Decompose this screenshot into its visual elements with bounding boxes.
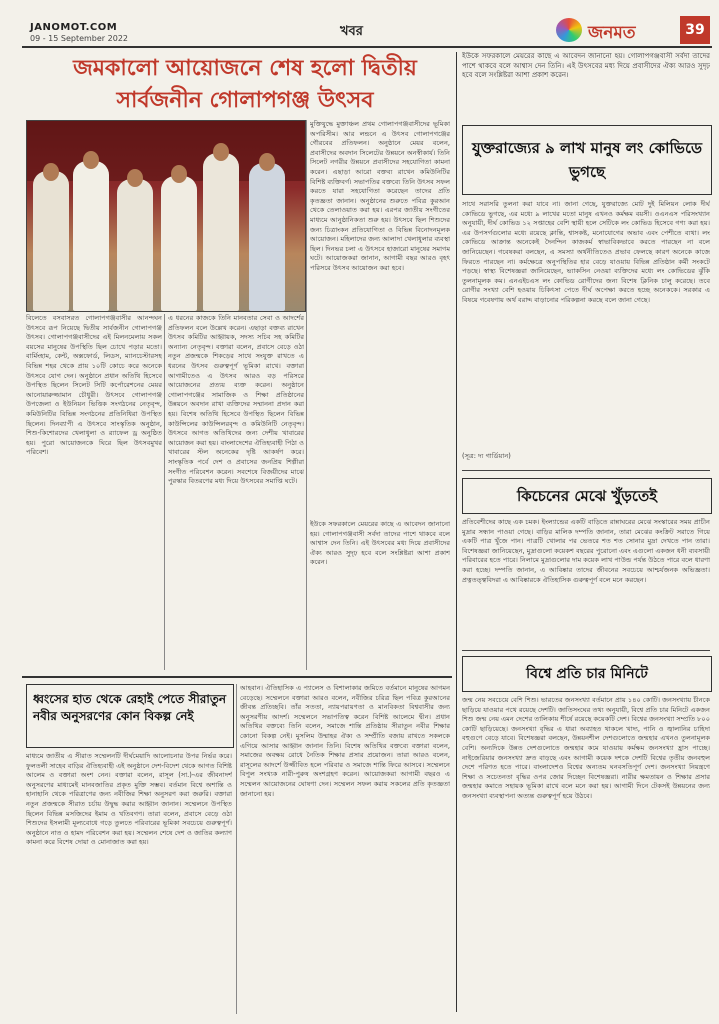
story-divider [22,676,452,678]
golapganj-text-continued: ইউকে সফরকালে মেয়রের কাছে এ আবেদন জানানো হয়। গোলাপগঞ্জবাসী সর্বদা তাদের পাশে থাকবে বলে আশ্বাস দেন তিনি। এই উৎসবের মধ্য দিয়ে প্রবাসীদের ঐক্য আরও সুদৃঢ় হবে বলে সংশ্লিষ্টরা আশা প্রকাশ করেন। [310,520,450,567]
person-figure [161,176,197,311]
person-figure [249,163,285,311]
sirat-headline: ধ্বংসের হাত থেকে রেহাই পেতে সীরাতুন নবীর অনুসরণের কোন বিকল্প নেই [33,692,227,723]
golapganj-text-left: বিলেতে বসবাসরত গোলাপগঞ্জবাসীর আনন্দঘন উৎসবে রূপ নিয়েছে দ্বিতীয় সার্বজনীন গোলাপগঞ্জ উৎসব। গোলাপগঞ্জবাসীদের এই মিলনমেলায় সকল বয়সের মানুষের উপস্থিতি ছিল চোখে পড়ার মতো। বার্মিংহাম, কেন্ট, অক্সফোর্ড, লিডস, ম্যানচেস্টারসহ বিভিন্ন শহর থেকে প্রায় ১০টি কোচে করে অনেকে উৎসবে যোগ দেন। অনুষ্ঠানে প্রধান অতিথি হিসেবে উপস্থিত ছিলেন সিলেট সিটি কর্পোরেশনের মেয়র আনোয়ারুজ্জামান চৌধুরী। উৎসবে গোলাপগঞ্জ উপজেলা ও ইউনিয়ন ভিত্তিক সংগঠনের নেতৃবৃন্দ, কমিউনিটির বিভিন্ন সংগঠনের প্রতিনিধিরা উপস্থিত ছিলেন। দিনব্যাপী এ উৎসবে সাংস্কৃতিক অনুষ্ঠান, শিশু-কিশোরদের খেলাধুলা ও র‍্যাফেল ড্র অনুষ্ঠিত হয়। পুরো আয়োজনকে ঘিরে ছিল উৎসবমুখর পরিবেশ। [26,314,162,457]
story-divider [462,470,710,471]
kitchen-text: প্রতিবেশীদের কাছে এক চমক। ইংল্যান্ডের একটি বাড়িতে রান্নাঘরের মেঝে সংস্কারের সময় প্রাচীন মুদ্রার সন্ধান পাওয়া গেছে। বাড়ির মালিক দম্পতি জানান, তারা মেঝের কংক্রিট সরাতে গিয়ে একটি পাত্র খুঁজে পান। পাত্রটি খোলার পর ভেতরে শত শত সোনার মুদ্রা দেখতে পান তারা। বিশেষজ্ঞরা জানিয়েছেন, মুদ্রাগুলো কয়েকশ বছরের পুরোনো এবং এগুলো একজন ধনী ব্যবসায়ী পরিবারের হতে পারে। নিলামে মুদ্রাগুলোর দাম কয়েক লাখ পাউন্ড পর্যন্ত উঠতে পারে বলে ধারণা করা হচ্ছে। দম্পতি জানান, এ আবিষ্কার তাদের জীবনের সবচেয়ে আশ্চর্যজনক অভিজ্ঞতা। প্রত্নতত্ত্ববিদরা এ আবিষ্কারকে ঐতিহাসিক গুরুত্বপূর্ণ বলে মনে করছেন। [462,518,710,584]
kitchen-headline-box [462,478,712,514]
covid-headline: যুক্তরাজ্যের ৯ লাখ মানুষ লং কোভিডে ভুগছে [471,139,703,181]
person-head [127,169,143,187]
covid-headline-box [462,125,712,195]
golapganj-text-right: মুক্তিযুদ্ধে মুক্তাঞ্চল প্রথম গোলাপগঞ্জবাসীদের ভূমিকা অপরিসীম। আর লন্ডনে এ উৎসব গোলাপগঞ্জের গৌরবের প্রতিফলন। অনুষ্ঠানে মেয়র বলেন, প্রবাসীদের অবদান সিলেটের উন্নয়নে অনস্বীকার্য। তিনি সিলেট নগরীর উন্নয়নে প্রবাসীদের সহযোগিতা কামনা করেন। এছাড়া আরো বক্তব্য রাখেন কমিউনিটির বিশিষ্ট ব্যক্তিবর্গ। সভাপতির বক্তব্যে তিনি উৎসব সফল করতে যারা সহযোগিতা করেছেন তাদের প্রতি কৃতজ্ঞতা জানান। অনুষ্ঠানের শুরুতে পবিত্র কুরআন থেকে তেলাওয়াত করা হয়। এরপর জাতীয় সংগীতের মাধ্যমে আনুষ্ঠানিকতা শুরু হয়। উৎসবে ছিল শিশুদের জন্য চিত্রাংকন প্রতিযোগিতা ও বিভিন্ন বিনোদনমূলক আয়োজন। মহিলাদের জন্য আলাদা খেলাধুলার ব্যবস্থা ছিল। দিনভর চলা এ উৎসবে হাজারো মানুষের সমাগম ঘটে। আয়োজকরা জানান, আগামী বছর আরও বৃহৎ পরিসরে উৎসব আয়োজন করা হবে। [310,120,450,272]
fourmin-headline-box [462,656,712,692]
person-head [213,143,229,161]
column-divider [236,684,237,1014]
fourmin-headline: বিশ্বে প্রতি চার মিনিটে [526,666,648,682]
golapganj-headline: জমকালো আয়োজনে শেষ হলো দ্বিতীয় সার্বজনীন গোলাপগঞ্জ উৎসব [73,55,417,113]
logo-text: জনমত [588,23,636,43]
person-head [171,165,187,183]
person-head [83,151,99,169]
site-name: JANOMOT.COM [30,22,118,33]
sirat-text-left: মাধ্যমে জাতীয় এ সীরাত সম্মেলনটি দীর্ঘমেয়াদি আলোচনার উপর নির্ভর করে। ফুলতলী সাহেব বাড়ির ঐতিহ্যবাহী এই অনুষ্ঠানে দেশ-বিদেশ থেকে আগত বিশিষ্ট আলেম ও বক্তারা অংশ নেন। বক্তারা বলেন, রাসূল (সা.)-এর জীবনাদর্শ অনুসরণের মাধ্যমেই মানবজাতির প্রকৃত মুক্তি সম্ভব। বর্তমান বিশ্বে অশান্তি ও হানাহানি থেকে পরিত্রাণের জন্য নবীজির শিক্ষা অনুসরণ করা জরুরি। বক্তারা নতুন প্রজন্মকে সীরাত চর্চায় উদ্বুদ্ধ করার আহ্বান জানান। সম্মেলনে উপস্থিত ছিলেন বিভিন্ন মসজিদের ইমাম ও খতিবগণ। তারা বলেন, প্রবাসে বেড়ে ওঠা শিশুদের ইসলামী মূল্যবোধে গড়ে তুলতে পরিবারের ভূমিকা সবচেয়ে গুরুত্বপূর্ণ। অনুষ্ঠানে নাত ও হামদ পরিবেশন করা হয়। সম্মেলন শেষে দেশ ও জাতির কল্যাণ কামনা করে বিশেষ দোয়া ও মোনাজাত করা হয়। [26,752,232,847]
sirat-headline-box [26,684,234,748]
story-divider [462,650,710,651]
person-figure [117,179,153,311]
person-figure [203,153,239,311]
covid-credit: (সূত্র: দ্য গার্ডিয়ান) [462,452,511,460]
logo-swirl-icon [556,18,582,42]
person-head [259,153,275,171]
header-divider [22,46,712,48]
fourmin-text: জন্ম নেয় সবচেয়ে বেশি শিশু। ভারতের জনসংখ্যা বর্তমানে প্রায় ১৪০ কোটি। জনসংখ্যায় চীনকে ছাড়িয়ে যাওয়ার পথে রয়েছে দেশটি। জাতিসংঘের তথ্য অনুযায়ী, বিশ্বে প্রতি চার মিনিটে একজন শিশু জন্ম নেয় এমন দেশের তালিকায় শীর্ষে রয়েছে কয়েকটি দেশ। বিশ্বের জনসংখ্যা সম্প্রতি ৮০০ কোটি ছাড়িয়েছে। জনসংখ্যা বৃদ্ধির এ ধারা অব্যাহত থাকলে খাদ্য, পানি ও জ্বালানির চাহিদা বহুগুণে বেড়ে যাবে। বিশেষজ্ঞরা বলছেন, উন্নয়নশীল দেশগুলোতে জন্মহার এখনও তুলনামূলক বেশি। অন্যদিকে উন্নত দেশগুলোতে জন্মহার কমে যাওয়ায় কর্মক্ষম জনসংখ্যা হ্রাস পাচ্ছে। নাইজেরিয়ার জনসংখ্যা দ্রুত বাড়ছে এবং আগামী কয়েক দশকে দেশটি বিশ্বের তৃতীয় জনবহুল দেশে পরিণত হতে পারে। বাংলাদেশও বিশ্বের অন্যতম ঘনবসতিপূর্ণ দেশ। জনসংখ্যা নিয়ন্ত্রণে শিক্ষা ও সচেতনতা বৃদ্ধির ওপর জোর দিচ্ছেন বিশেষজ্ঞরা। নারীর ক্ষমতায়ন ও শিক্ষার প্রসার জন্মহার কমাতে সহায়ক ভূমিকা রাখে বলে মনে করা হয়। আগামী দিনে টেকসই উন্নয়নের জন্য জনসংখ্যা ব্যবস্থাপনা অত্যন্ত গুরুত্বপূর্ণ হয়ে উঠবে। [462,696,710,800]
golapganj-text-mid: এ ধরনের কাজকে তিনি মানবতার সেবা ও আদর্শের প্রতিফলন বলে উল্লেখ করেন। এছাড়া বক্তব্য রাখেন উৎসব কমিটির আহ্বায়ক, সদস্য সচিব সহ কমিটির অন্যান্য নেতৃবৃন্দ। বক্তারা বলেন, প্রবাসে বেড়ে ওঠা নতুন প্রজন্মকে শিকড়ের সাথে সংযুক্ত রাখতে এ ধরনের উৎসব গুরুত্বপূর্ণ ভূমিকা রাখে। বক্তারা আগামীতেও এ উৎসব আরও বড় পরিসরে আয়োজনের প্রত্যয় ব্যক্ত করেন। অনুষ্ঠানে গোলাপগঞ্জের সামাজিক ও শিক্ষা প্রতিষ্ঠানের উন্নয়নে অবদান রাখা ব্যক্তিদের সম্মাননা প্রদান করা হয়। বিশেষ অতিথি হিসেবে উপস্থিত ছিলেন বিভিন্ন কাউন্সিলের কাউন্সিলরবৃন্দ ও কমিউনিটি নেতৃবৃন্দ। উৎসবে আগত অতিথিদের জন্য দেশীয় খাবারের আয়োজন করা হয়। বাংলাদেশের ঐতিহ্যবাহী পিঠা ও খাবারের স্টল অনেকের দৃষ্টি আকর্ষণ করে। সাংস্কৃতিক পর্বে দেশ ও প্রবাসের জনপ্রিয় শিল্পীরা সংগীত পরিবেশন করেন। সবশেষে বিজয়ীদের মাঝে পুরস্কার বিতরণের মধ্য দিয়ে উৎসবের সমাপ্তি ঘটে। [168,314,304,486]
person-figure [73,161,109,311]
event-photo [26,120,306,312]
column-divider [306,120,307,670]
issue-date: 09 - 15 September 2022 [30,34,128,43]
covid-intro-text: ইউকে সফরকালে মেয়রের কাছে এ আবেদন জানানো হয়। গোলাপগঞ্জবাসী সর্বদা তাদের পাশে থাকবে বলে আশ্বাস দেন তিনি। এই উৎসবের মধ্য দিয়ে প্রবাসীদের ঐক্য আরও সুদৃঢ় হবে বলে সংশ্লিষ্টরা আশা প্রকাশ করেন। [462,52,710,80]
section-title: খবর [340,24,363,39]
person-figure [33,171,69,311]
section-divider [456,52,457,1012]
kitchen-headline: কিচেনের মেঝে খুঁড়তেই [516,487,658,505]
page-number: 39 [680,16,710,44]
column-divider [164,314,165,670]
masthead-logo [548,16,678,44]
covid-text: সাথে সরাসরি তুলনা করা যাবে না। জানা গেছে, যুক্তরাজ্যে মোট দুই মিলিয়ন লোক দীর্ঘ কোভিডে ভুগছে, এর মধ্যে ৯ লাখের মতো মানুষ এখনও কর্মক্ষম বয়সী। ওএনএস পরিসংখ্যান অনুযায়ী, দীর্ঘ কোভিড ১২ সপ্তাহের বেশি স্থায়ী হলে সেটিকে লং কোভিড হিসেবে গণ্য করা হয়। এর উপসর্গগুলোর মধ্যে রয়েছে ক্লান্তি, শ্বাসকষ্ট, মনোযোগের অভাব এবং পেশীতে ব্যথা। লং কোভিডে আক্রান্ত অনেকেই দৈনন্দিন কাজকর্ম স্বাভাবিকভাবে করতে পারছেন না বলে জানিয়েছেন। গবেষকরা বলছেন, এ সমস্যা অর্থনীতিতেও প্রভাব ফেলছে কারণ অনেকে কাজে ফিরতে পারছেন না। কর্মক্ষেত্রে অনুপস্থিতির হার বেড়ে যাওয়ায় বিভিন্ন প্রতিষ্ঠান কর্মী সংকটে পড়ছে। স্বাস্থ্য বিশেষজ্ঞরা জানিয়েছেন, ভ্যাকসিন নেওয়া ব্যক্তিদের মধ্যে লং কোভিডের ঝুঁকি তুলনামূলক কম। এনএইচএস লং কোভিড রোগীদের জন্য বিশেষ ক্লিনিক চালু করেছে। তবে রোগীর সংখ্যা বেশি হওয়ায় চিকিৎসা পেতে দীর্ঘ অপেক্ষা করতে হচ্ছে অনেককে। সরকার এ বিষয়ে গবেষণায় অর্থ বরাদ্দ বাড়ানোর পরিকল্পনা করছে বলে জানা গেছে। [462,200,710,304]
person-head [43,163,59,181]
sirat-text-right: আহবান। ঐতিহাসিক এ প্যালেস ও বিশালাকার জমিতে বর্তমানে মানুষের আগমন বেড়েছে। সম্মেলনে বক্তারা আরও বলেন, নবীজির চরিত্র ছিল পবিত্র কুরআনের জীবন্ত প্রতিচ্ছবি। তাঁর সততা, ন্যায়পরায়ণতা ও মানবিকতা বিশ্ববাসীর জন্য অনুসরণীয় আদর্শ। সম্মেলনে সভাপতিত্ব করেন বিশিষ্ট আলেমে দ্বীন। প্রধান অতিথির বক্তব্যে তিনি বলেন, সমাজে শান্তি প্রতিষ্ঠায় সীরাতুন নবীর শিক্ষার কোনো বিকল্প নেই। মুসলিম উম্মাহর ঐক্য ও সম্প্রীতি বজায় রাখতে সকলকে এগিয়ে আসার আহ্বান জানান তিনি। বিশেষ অতিথির বক্তব্যে বক্তারা বলেন, সমাজের অবক্ষয় রোধে নৈতিক শিক্ষার প্রসার প্রয়োজন। তারা আরও বলেন, রাসূলের আদর্শে উজ্জীবিত হলে পরিবার ও সমাজে শান্তি ফিরে আসবে। সম্মেলনে বিপুল সংখ্যক নারী-পুরুষ অংশগ্রহণ করেন। আয়োজকরা আগামী বছরও এ সম্মেলন আয়োজনের ঘোষণা দেন। সম্মেলন সফল করায় সকলের প্রতি কৃতজ্ঞতা জানানো হয়। [240,684,450,798]
